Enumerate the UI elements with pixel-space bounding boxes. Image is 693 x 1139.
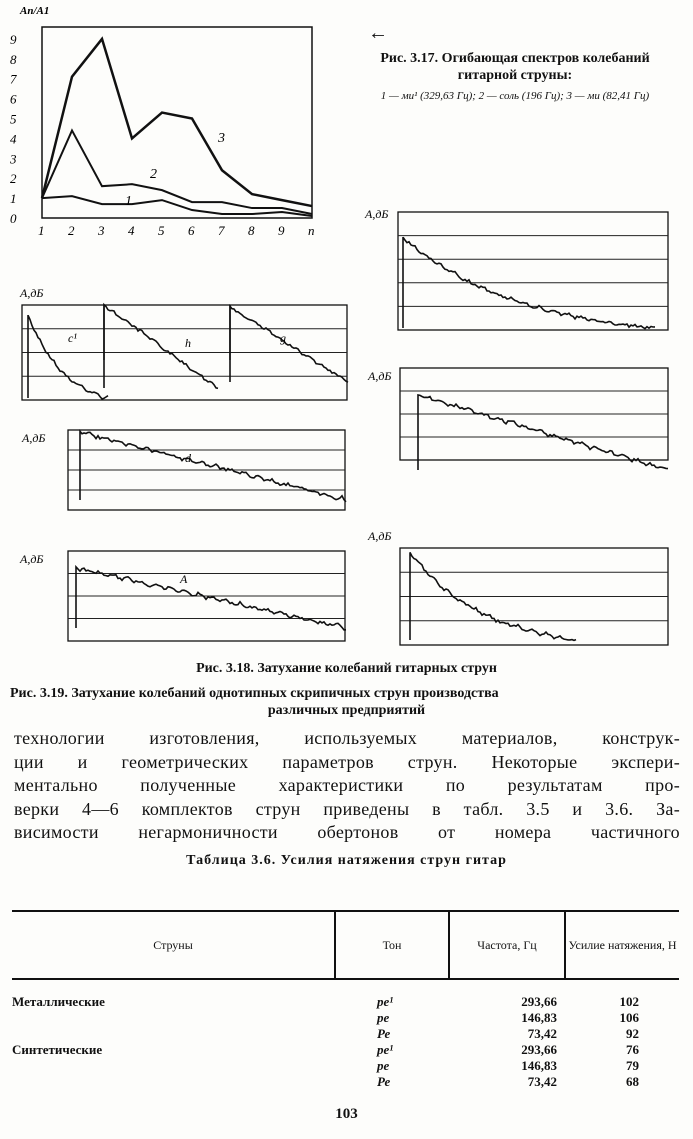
x-tick-label: 2 [68, 223, 75, 238]
col-header: Тон [335, 911, 449, 979]
tension: 92 [626, 1026, 639, 1041]
frequency: 293,66 [521, 1042, 557, 1057]
page-number: 103 [335, 1106, 358, 1122]
axis-label: А,дБ [365, 207, 389, 221]
curve-label: d [185, 451, 191, 465]
body-line: верки 4—6 комплектов струн приведены в табл. 3.5 и 3.6. За- [14, 798, 680, 819]
fig317-legend: 1 — ми¹ (329,63 Гц); 2 — соль (196 Гц); 3 — ми (82,41 Гц) [380, 90, 650, 102]
back-arrow: ← [368, 22, 388, 44]
tension: 79 [626, 1058, 639, 1073]
curve-label: A [180, 572, 188, 586]
x-tick-label: n [308, 223, 315, 238]
body-line: висимости негармоничности обертонов от номера частичного [14, 822, 680, 842]
series-label: 2 [150, 167, 157, 182]
x-tick-label: 9 [278, 223, 285, 238]
plot-frame [42, 27, 312, 218]
y-tick-label: 0 [10, 211, 17, 226]
tension: 68 [626, 1074, 639, 1089]
tension-table [12, 910, 679, 1090]
tension: 102 [619, 994, 639, 1009]
col-header: Усилие натяжения, Н [565, 911, 679, 979]
tension: 76 [626, 1042, 639, 1057]
table-row [12, 1058, 679, 1074]
decay-curve-d [80, 431, 346, 502]
tone: Ре [377, 1074, 391, 1089]
table-row [12, 1074, 679, 1090]
curve-label: c¹ [68, 331, 77, 345]
series-line-2 [42, 130, 312, 214]
fig319-caption-line2: различных предприятий [267, 703, 426, 718]
table-row [12, 1042, 679, 1058]
y-tick-label: 1 [10, 191, 17, 207]
y-tick-label: 6 [10, 91, 17, 107]
tension: 106 [619, 1010, 639, 1025]
decay-curve-A [76, 567, 346, 630]
axis-label: А,дБ [20, 552, 44, 566]
y-tick-label: 4 [10, 131, 17, 147]
axis-label: А,дБ [20, 286, 44, 300]
y-tick-label: 8 [10, 51, 17, 67]
series-label: 1 [125, 194, 132, 209]
axis-label: А,дБ [368, 529, 392, 543]
y-axis-label: An/A1 [20, 5, 50, 17]
x-tick-label: 3 [98, 223, 105, 238]
col-header: Частота, Гц [449, 911, 565, 979]
x-tick-label: 6 [188, 223, 195, 238]
body-line: ментально полученные характеристики по результатам про- [14, 775, 680, 795]
y-tick-label: 5 [10, 111, 17, 127]
axis-label: А,дБ [368, 369, 392, 383]
decay-plot-violin-1 [398, 212, 668, 330]
x-tick-label: 1 [38, 223, 45, 238]
fig318-caption: Рис. 3.18. Затухание колебаний гитарных струн [196, 661, 497, 676]
y-tick-label: 9 [10, 31, 17, 47]
frequency: 73,42 [527, 1026, 557, 1041]
decay-curve-c1 [28, 315, 108, 399]
string-type [12, 1074, 335, 1090]
tone: ре¹ [377, 994, 394, 1009]
frequency: 146,83 [521, 1010, 557, 1025]
string-type [12, 1058, 335, 1074]
decay-curve-violin-2 [418, 395, 668, 470]
x-tick-label: 7 [218, 223, 225, 238]
tone: ре [377, 1010, 390, 1025]
fig319-caption-line1: Рис. 3.19. Затухание колебаний однотипных скрипичных струн производства [10, 686, 499, 701]
curve-label: h [185, 336, 191, 350]
frequency: 73,42 [527, 1074, 557, 1089]
y-tick-label: 2 [10, 171, 17, 187]
string-type [12, 1026, 335, 1042]
body-line: технологии изготовления, используемых материалов, конструк- [14, 728, 680, 748]
axis-label: А,дБ [22, 431, 46, 445]
series-label: 3 [218, 131, 225, 146]
frequency: 293,66 [521, 994, 557, 1009]
x-tick-label: 8 [248, 223, 255, 238]
string-type: Металлические [12, 994, 105, 1009]
string-type: Синтетические [12, 1042, 103, 1057]
curve-label: g [280, 331, 286, 345]
y-tick-label: 7 [10, 71, 17, 87]
string-type [12, 1010, 335, 1026]
frequency: 146,83 [521, 1058, 557, 1073]
decay-curve-h [104, 305, 218, 389]
tone: ре [377, 1058, 390, 1073]
table-row [12, 1010, 679, 1026]
series-line-3 [42, 39, 312, 206]
decay-curve-g [230, 306, 348, 382]
table-row [12, 994, 679, 1010]
fig317-caption: Рис. 3.17. Огибающая спектров колебаний гитарной струны: [380, 51, 650, 83]
col-header: Струны [12, 911, 335, 979]
body-text [14, 727, 680, 845]
tone: ре¹ [377, 1042, 394, 1057]
body-line: ции и геометрических параметров струн. Некоторые экспери- [14, 751, 680, 772]
table-row [12, 1026, 679, 1042]
y-tick-label: 3 [10, 151, 17, 167]
tone: Ре [377, 1026, 391, 1041]
table-title: Таблица 3.6. Усилия натяжения струн гитар [186, 853, 507, 868]
x-tick-label: 5 [158, 223, 165, 238]
x-tick-label: 4 [128, 223, 135, 238]
